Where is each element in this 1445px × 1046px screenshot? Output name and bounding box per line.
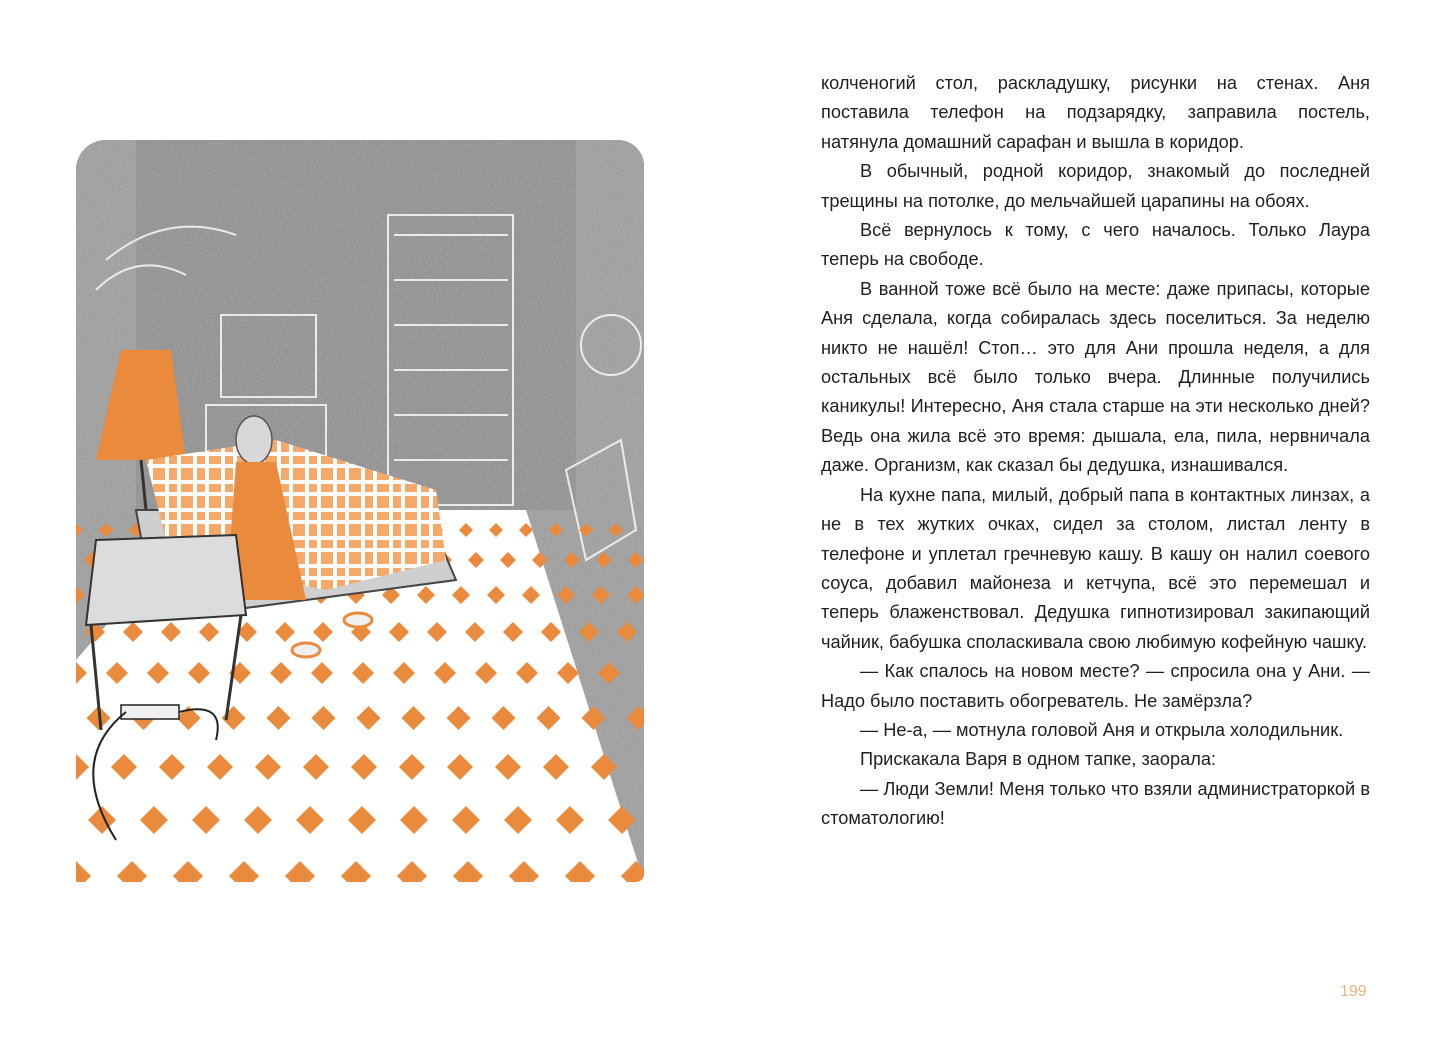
side-table [86,535,246,625]
page-number: 199 [1340,983,1367,1000]
paragraph: колченогий стол, раскладушку, рисунки на стенах. Аня поставила телефон на подзарядку, заправила постель, натянула домашний сарафан и вышла в коридор. [821,73,1370,152]
slipper-right [344,613,372,627]
paragraph: Прискакала Варя в одном тапке, заорала: [860,749,1217,770]
book-illustration [76,140,644,882]
dialogue-line: — Как спалось на новом месте? — спросила она у Ани. — Надо было поставить обогреватель. Не замёрзла? [821,661,1370,711]
dialogue-line: — Не-а, — мотнула головой Аня и открыла холодильник. [860,719,1344,740]
girl-head [236,416,272,464]
paragraph: Всё вернулось к тому, с чего началось. Только Лаура теперь на свободе. [821,220,1370,270]
illustration-drawing [76,140,644,882]
paragraph: На кухне папа, милый, добрый папа в контактных линзах, а не в тех жутких очках, сидел за столом, листал ленту в телефоне и уплетал гречневую кашу. В кашу он налил соевого соуса, добавил майонеза и кетчупа, всё это перемешал и теперь блаженствовал. Дедушка гипнотизировал закипающий чайник, бабушка споласкивала свою любимую кофейную чашку. [821,484,1370,652]
power-strip [121,705,179,719]
paragraph: В ванной тоже всё было на месте: даже припасы, которые Аня сделала, когда собиралась здесь поселиться. За неделю никто не нашёл! Стоп… это для Ани прошла неделя, а для остальных всё было только вчера. Длинные получились каникулы! Интересно, Аня стала старше на эти несколько дней? Ведь она жила всё это время: дышала, ела, пила, нервничала даже. Организм, как сказал бы дедушка, изнашивался. [821,278,1370,476]
slipper-left [292,643,320,657]
text-column [821,69,1370,834]
paragraph: В обычный, родной коридор, знакомый до последней трещины на потолке, до мельчайшей царапины на обоях. [821,161,1370,211]
dialogue-line: — Люди Земли! Меня только что взяли администраторкой в стоматологию! [821,778,1370,829]
